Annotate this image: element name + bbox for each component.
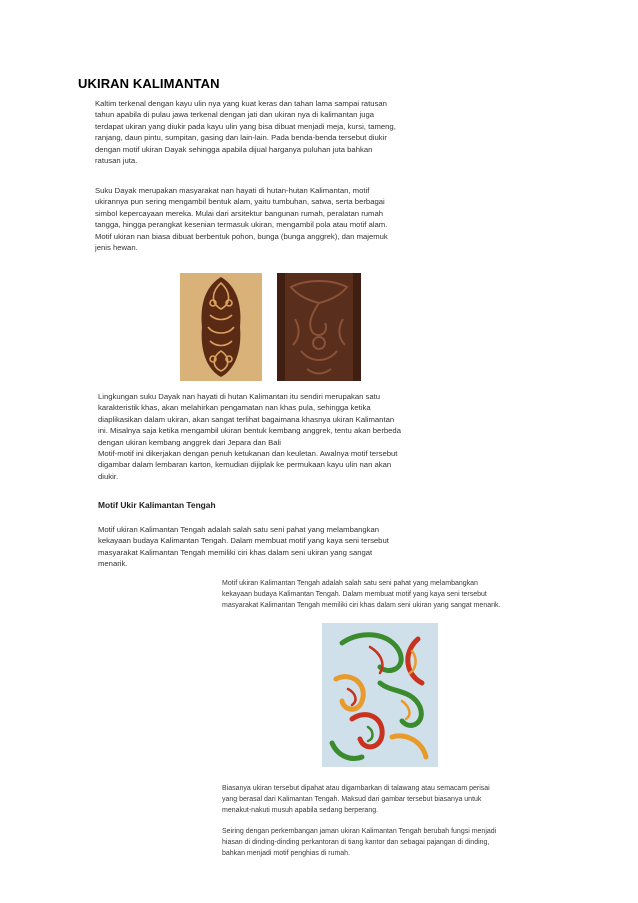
text-line: dengan ukiran kembang anggrek dari Jepara dan Bali [98,437,281,447]
text-line: Motif-motif ini dikerjakan dengan penuh ketukanan dan keuletan. Awalnya motif tersebut [98,449,398,458]
dayak-motif-painting-image [322,623,438,767]
paragraph-dayak-environment [98,391,443,448]
text-line: bahkan menjadi motif penghias di rumah. [222,850,351,857]
text-line: terdapat ukiran yang diukir pada kayu ulin yang bisa dibuat menjadi meja, kursi, tameng, [95,121,396,131]
text-line: masyarakat Kalimantan Tengah memiliki ciri khas dalam seni ukiran yang sangat menarik. [222,602,501,609]
text-line: Motif ukiran Kalimantan Tengah adalah salah satu seni pahat yang melambangkan [98,525,380,534]
paragraph-modern-function [222,826,542,859]
text-line: diukir. [98,471,119,481]
text-line: tangga, hingga perangkat kesenian termasuk ukiran, mengambil pola atau motif alam. [95,220,388,230]
text-line: ranjang, daun pintu, sumpitan, gasing dan lain-lain. Pada benda-benda tersebut diukir [95,133,387,143]
text-line: ratusan juta. [95,156,138,166]
paragraph-motif-process [98,448,443,482]
carved-panel-image-dark [277,273,361,381]
text-line: menakut-nakuti musuh apabila sedang berperang. [222,807,379,814]
text-line: diaplikasikan dalam ukiran, akan sangat terlihat bagaimana khasnya ukiran Kalimantan [98,414,395,424]
text-line: Motif ukiran nan biasa dibuat berbentuk pohon, bunga (bunga anggrek), dan majemuk [95,231,388,241]
text-line: masyarakat Kalimantan Tengah memiliki ciri khas dalam seni ukiran yang sangat [98,547,373,557]
text-line: Motif ukiran Kalimantan Tengah adalah salah satu seni pahat yang melambangkan [222,580,478,587]
text-line: Lingkungan suku Dayak nan hayati di hutan Kalimantan itu sendiri merupakan satu [98,392,381,401]
text-line: simbol kepercayaan mereka. Mulai dari arsitektur bangunan rumah, peralatan rumah [95,208,384,218]
paragraph-talawang [222,783,542,816]
paragraph-dayak-nature [95,185,445,253]
text-line: Biasanya ukiran tersebut dipahat atau digambarkan di talawang atau semacam perisai [222,785,490,792]
text-line: kekayaan budaya Kalimantan Tengah. Dalam membuat motif yang kaya seni tersebut [222,591,487,598]
text-line: Seiring dengan perkembangan jaman ukiran Kalimantan Tengah berubah fungsi menjadi [222,828,497,835]
text-line: kekayaan budaya Kalimantan Tengah. Dalam membuat motif yang kaya seni tersebut [98,536,389,546]
text-line: Suku Dayak merupakan masyarakat nan hayati di hutan-hutan Kalimantan, motif [95,186,370,195]
paragraph-central-kalimantan [98,524,443,570]
text-line: tahun apabila di pulau jawa terkenal dengan jati dan ukiran nya di kalimantan juga [95,110,375,120]
paragraph-ulin-wood [95,98,445,166]
text-line: Kaltim terkenal dengan kayu ulin nya yang kuat keras dan tahan lama sampai ratusan [95,99,387,108]
text-line: ini. Misalnya saja ketika mengambil ukiran bentuk kembang anggrek, tentu akan berbeda [98,426,401,436]
text-line: dengan motif ukiran Dayak sehingga apabila dijual harganya puluhan juta bahkan [95,144,373,154]
section-heading: Motif Ukir Kalimantan Tengah [98,500,216,510]
text-line: karakteristik khas, akan melahirkan pengamatan nan khas pula, sehingga ketika [98,403,371,413]
carved-panel-image-light [180,273,262,381]
text-line: menarik. [98,559,128,569]
document-title: UKIRAN KALIMANTAN [78,76,220,91]
text-line: yang berasal dari Kalimantan Tengah. Maksud dari gambar tersebut biasanya untuk [222,796,482,803]
text-line: hiasan di dinding-dinding perkantoran di tiang kantor dan sebagai pajangan di dinding, [222,839,490,846]
text-line: jenis hewan. [95,243,138,253]
text-line: ukirannya pun sering mengambil bentuk alam, yaitu tumbuhan, satwa, serta berbagai [95,197,385,207]
text-line: digambar dalam lembaran karton, kemudian dijiplak ke permukaan kayu ulin nan akan [98,460,392,470]
paragraph-caption-motif [222,578,542,611]
